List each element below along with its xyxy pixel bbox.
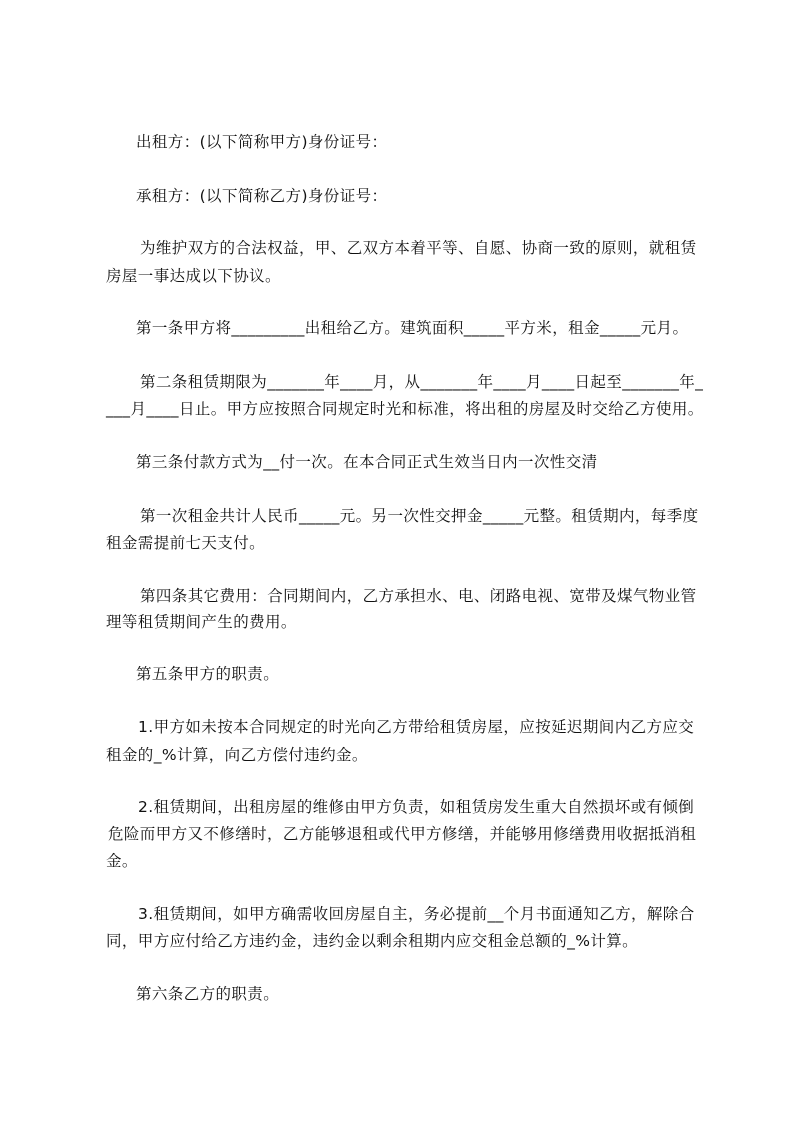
preamble-line-1: 为维护双方的合法权益，甲、乙双方本着平等、自愿、协商一致的原则，就租赁: [140, 239, 697, 257]
article-5-item-3-line-1: 3.租赁期间，如甲方确需收回房屋自主，务必提前__个月书面通知乙方，解除合: [138, 905, 695, 923]
article-4-line-1: 第四条其它费用：合同期间内，乙方承担水、电、闭路电视、宽带及煤气物业管: [140, 587, 697, 605]
article-2-line-2: ___月____日止。甲方应按照合同规定时光和标准，将出租的房屋及时交给乙方使用。: [106, 400, 704, 418]
article-5-item-1-line-1: 1.甲方如未按本合同规定的时光向乙方带给租赁房屋，应按延迟期间内乙方应交: [138, 718, 695, 736]
article-5-item-2-line-1: 2.租赁期间，出租房屋的维修由甲方负责，如租赁房发生重大自然损坏或有倾倒: [138, 798, 695, 816]
lessee-line: 承租方：(以下简称乙方)身份证号：: [136, 187, 388, 205]
preamble-line-2: 房屋一事达成以下协议。: [106, 267, 281, 285]
article-1-line: 第一条甲方将_________出租给乙方。建筑面积_____平方米，租金_____元月。: [136, 319, 689, 337]
article-3-line: 第三条付款方式为__付一次。在本合同正式生效当日内一次性交清: [136, 453, 598, 471]
article-5-heading: 第五条甲方的职责。: [136, 665, 280, 683]
first-rent-line-2: 租金需提前七天支付。: [106, 534, 266, 552]
first-rent-line-1: 第一次租金共计人民币_____元。另一次性交押金_____元整。租赁期内，每季度: [140, 507, 699, 525]
article-2-line-1: 第二条租赁期限为_______年____月，从_______年____月____日起至_______年_: [140, 373, 704, 391]
article-5-item-1-line-2: 租金的_%计算，向乙方偿付违约金。: [106, 746, 368, 764]
article-5-item-2-line-3: 金。: [106, 852, 138, 870]
article-6-heading: 第六条乙方的职责。: [136, 985, 280, 1003]
lessor-line: 出租方：(以下简称甲方)身份证号：: [136, 133, 388, 151]
article-5-item-2-line-2: 危险而甲方又不修缮时，乙方能够退租或代甲方修缮，并能够用修缮费用收据抵消租: [108, 825, 697, 843]
article-5-item-3-line-2: 同，甲方应付给乙方违约金，违约金以剩余租期内应交租金总额的_%计算。: [106, 932, 639, 950]
article-4-line-2: 理等租赁期间产生的费用。: [106, 613, 297, 631]
